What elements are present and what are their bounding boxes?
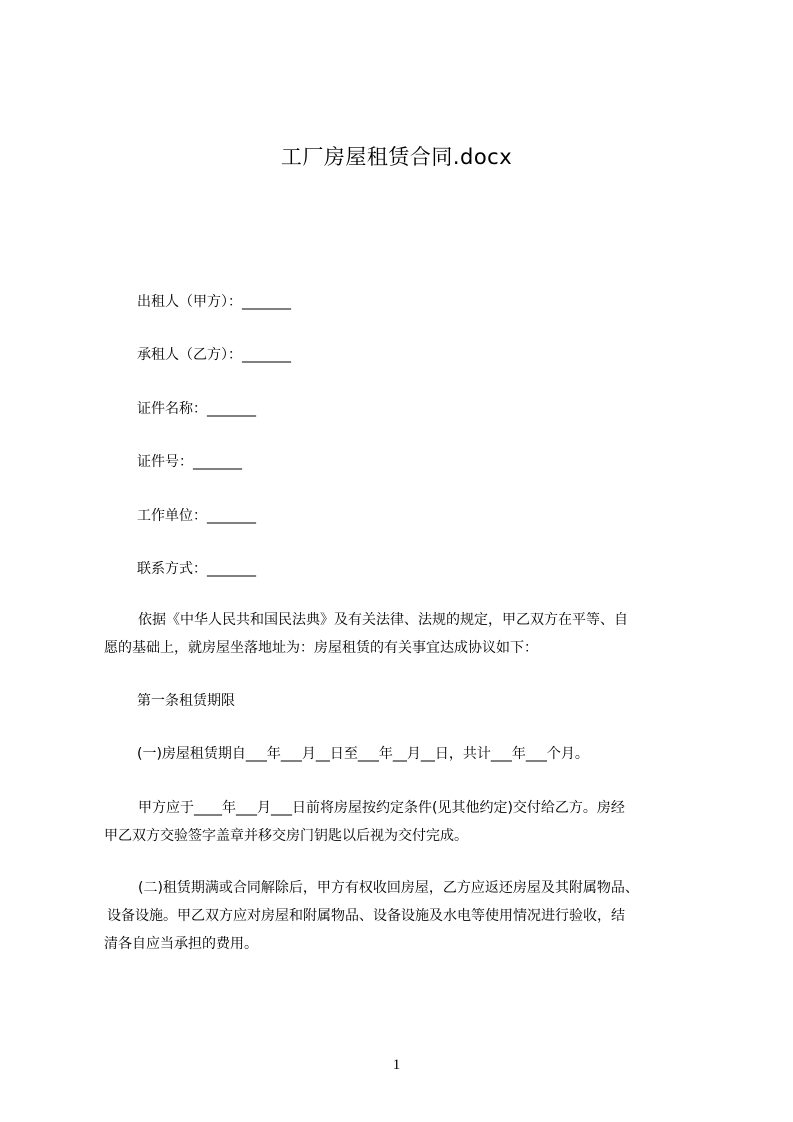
intro-paragraph [104, 606, 704, 662]
delivery-line-1: 甲方应于____年___月___日前将房屋按约定条件(见其他约定)交付给乙方。房经 [138, 800, 625, 816]
clause-2-paragraph [104, 874, 704, 958]
delivery-line-2: 甲乙双方交验签字盖章并移交房门钥匙以后视为交付完成。 [104, 828, 468, 844]
contact-field: 联系方式：_______ [137, 561, 256, 577]
id-name-field: 证件名称：_______ [137, 401, 256, 417]
document-title: 工厂房屋租赁合同.docx [280, 145, 513, 169]
lessee-field: 承租人（乙方）：_______ [137, 347, 291, 363]
intro-line-1: 依据《中华人民共和国民法典》及有关法律、法规的规定，甲乙双方在平等、自 [138, 612, 628, 628]
clause-2-line-1: (二)租赁期满或合同解除后，甲方有权收回房屋，乙方应返还房屋及其附属物品、 [138, 880, 639, 896]
id-number-field: 证件号：_______ [137, 454, 242, 470]
page-number: 1 [392, 1057, 401, 1073]
clause-2-line-2: 设备设施。甲乙双方应对房屋和附属物品、设备设施及水电等使用情况进行验收，结 [107, 908, 625, 924]
clause-2-line-3: 清各自应当承担的费用。 [104, 936, 258, 952]
delivery-paragraph [104, 794, 704, 850]
article-heading: 第一条租赁期限 [137, 693, 235, 709]
clause-1: (一)房屋租赁期自___年___月__日至___年__月__日，共计___年___个月。 [137, 746, 589, 762]
intro-line-2: 愿的基础上，就房屋坐落地址为：房屋租赁的有关事宜达成协议如下： [104, 640, 538, 656]
employer-field: 工作单位：_______ [137, 508, 256, 524]
lessor-field: 出租人（甲方）：_______ [137, 294, 291, 310]
